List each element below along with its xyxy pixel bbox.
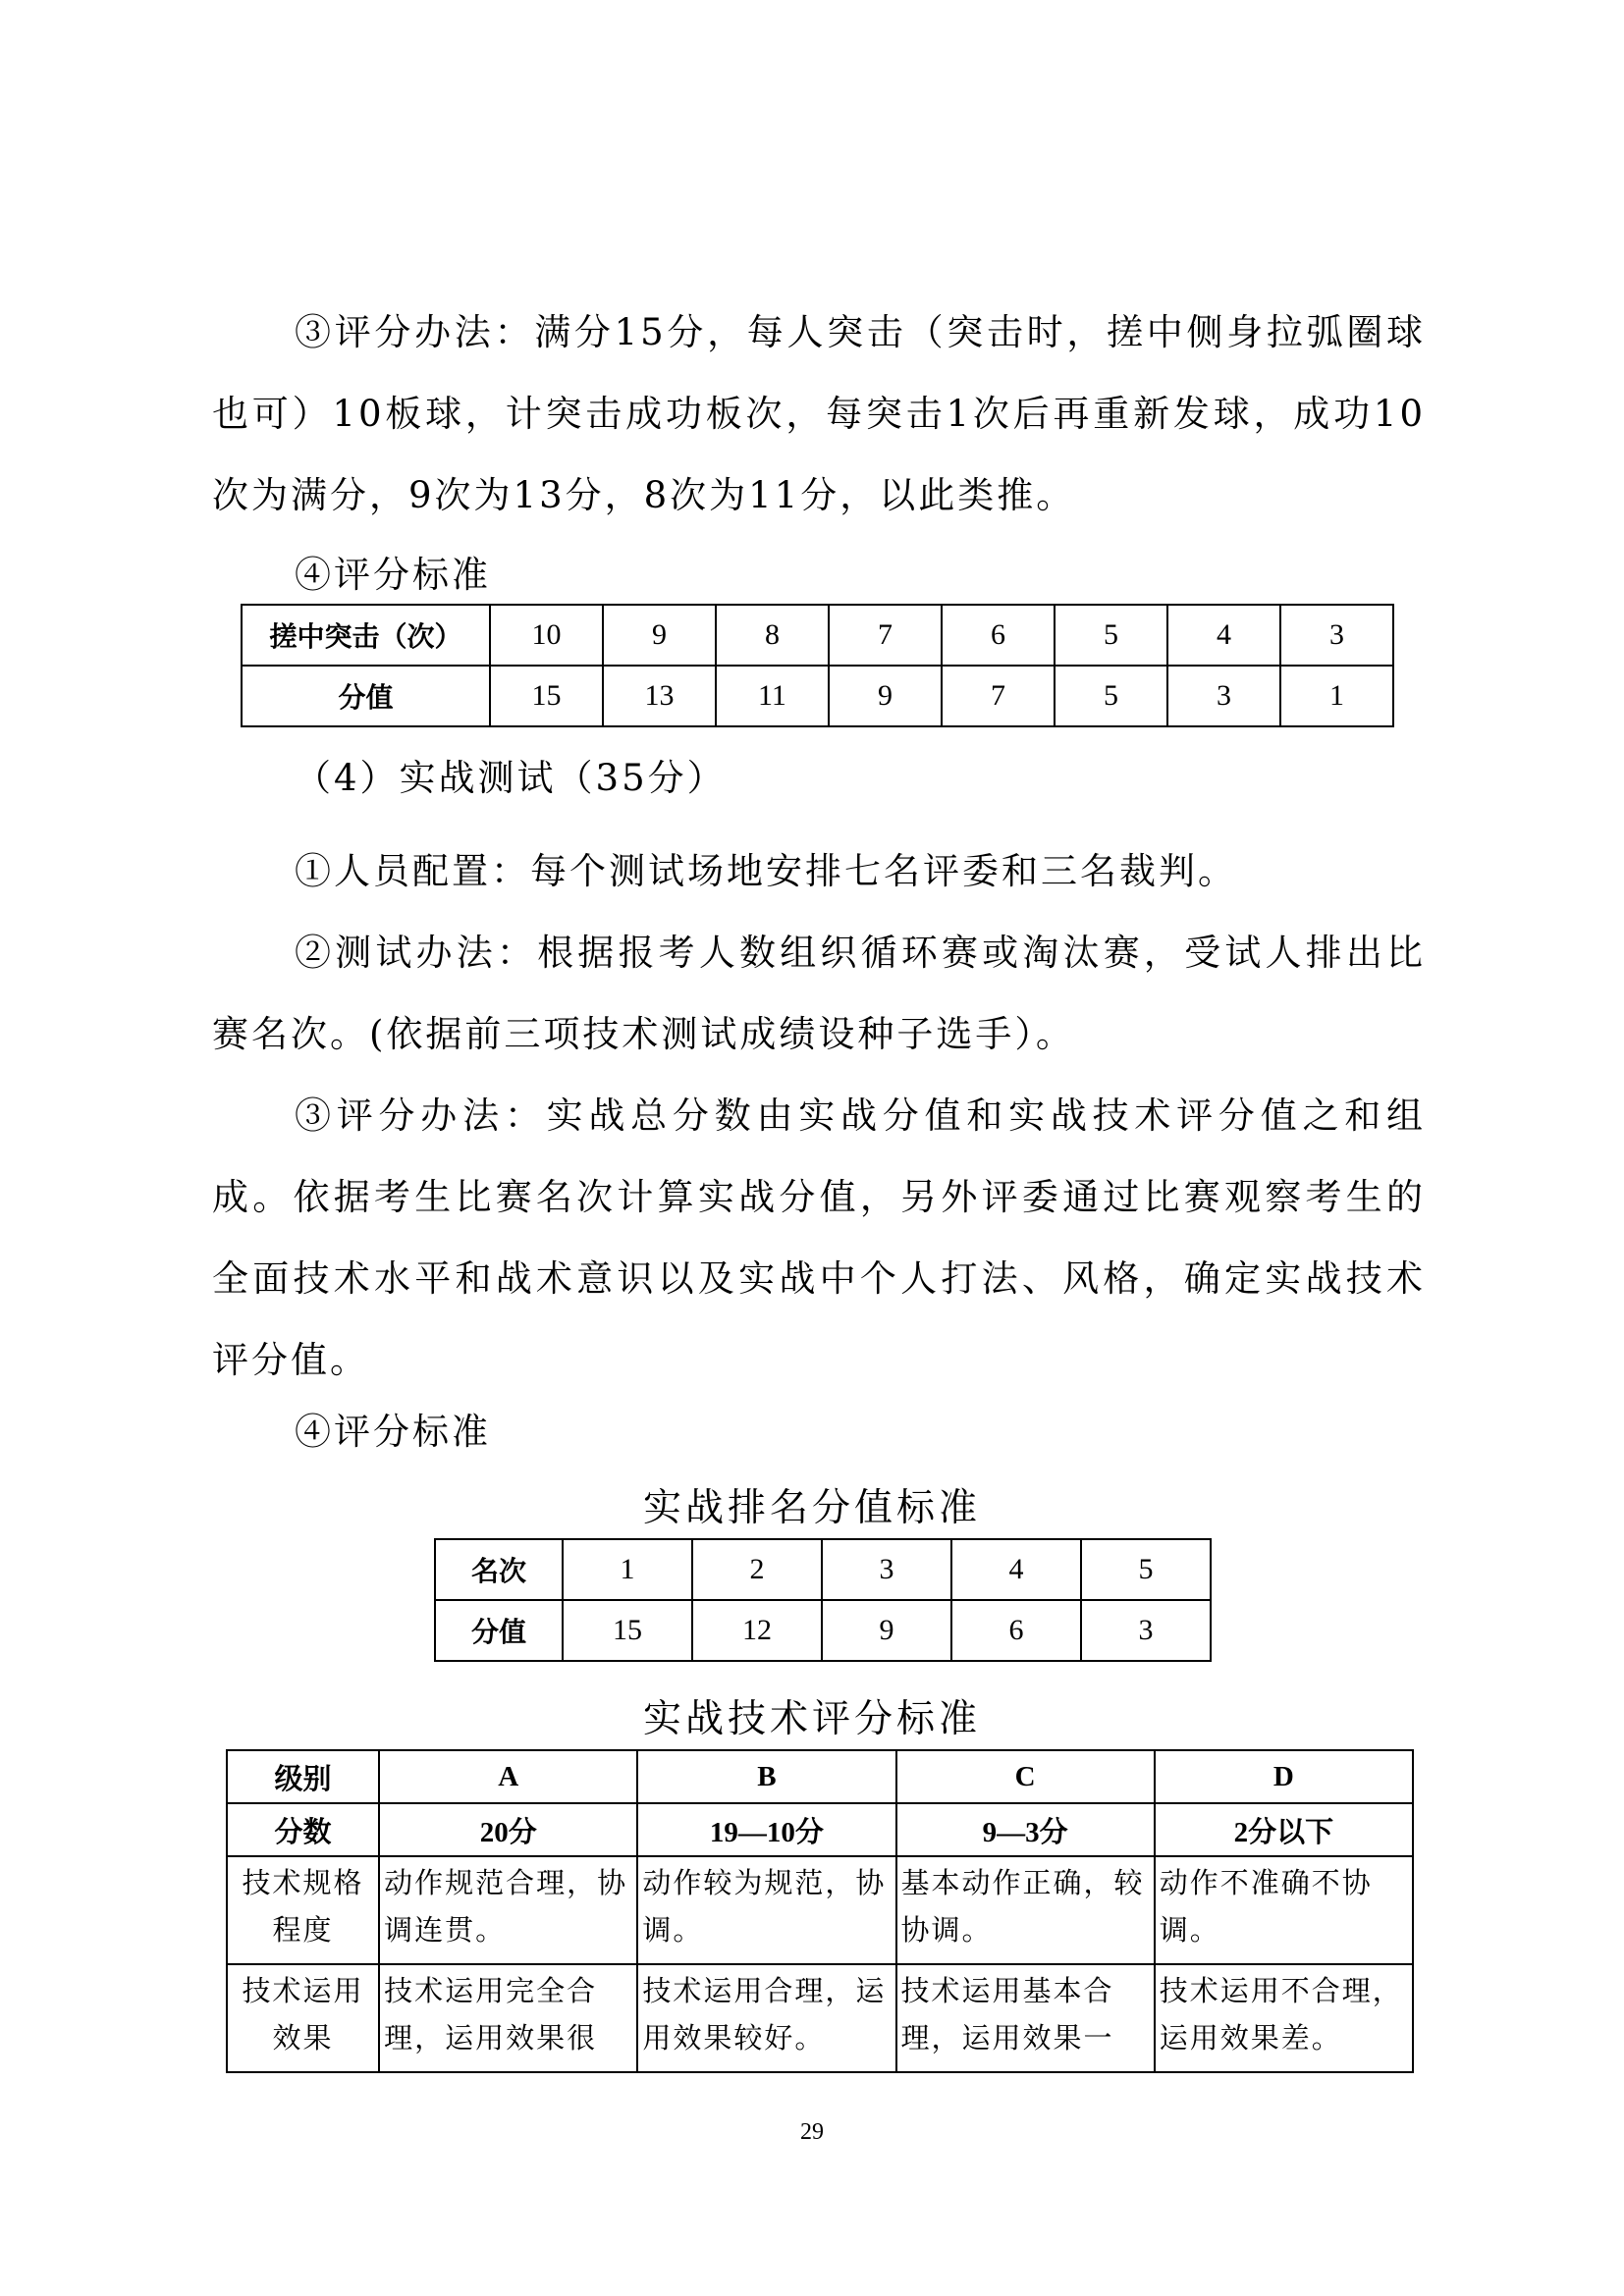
cell-text: 技术运用不合理，运用效果差。 — [1159, 1974, 1403, 2055]
table-row — [242, 666, 1393, 726]
table-cell — [379, 1964, 637, 2072]
cell-text: 技术运用合理，运用效果较好。 — [642, 1974, 887, 2055]
table-row — [227, 1803, 1413, 1856]
table-cell — [896, 1964, 1155, 2072]
table-cell — [896, 1856, 1155, 1964]
caption-ranking-table: 实战排名分值标准 — [642, 1486, 981, 1530]
table-cell: 5 — [1055, 666, 1167, 726]
row-label-score: 分值 — [435, 1600, 563, 1661]
header-level-label: 级别 — [227, 1750, 379, 1803]
row-label-rank: 名次 — [435, 1539, 563, 1600]
table-cell: 15 — [563, 1600, 692, 1661]
table-cell: 9 — [603, 605, 716, 666]
row-label-attack-count: 搓中突击（次） — [242, 605, 490, 666]
table-cell: 15 — [490, 666, 603, 726]
table-cell — [1155, 1964, 1413, 2072]
header-score-d: 2分以下 — [1155, 1803, 1413, 1856]
table-cell: 1 — [563, 1539, 692, 1600]
table-row — [227, 1856, 1413, 1964]
table-row — [242, 605, 1393, 666]
header-score-c: 9—3分 — [896, 1803, 1155, 1856]
table-cell: 3 — [1280, 605, 1393, 666]
table-cell: 9 — [822, 1600, 951, 1661]
table-cell: 9 — [829, 666, 942, 726]
paragraph-scoring-method-1: ③评分办法：满分15分，每人突击（突击时，搓中侧身拉弧圈球也可）10板球，计突击成功板次，每突击1次后再重新发球，成功10次为满分，9次为13分，8次为11分，以此类推。 — [212, 311, 1426, 516]
table-cell: 5 — [1081, 1539, 1211, 1600]
table-cell: 3 — [822, 1539, 951, 1600]
cell-text: 技术运用完全合理，运用效果很 — [384, 1974, 598, 2055]
table-row — [435, 1539, 1211, 1600]
row-label-technique-application — [227, 1964, 379, 2072]
caption-technique-table: 实战技术评分标准 — [642, 1697, 981, 1741]
table-cell: 3 — [1081, 1600, 1211, 1661]
table-cell — [637, 1964, 895, 2072]
table-cell: 13 — [603, 666, 716, 726]
table-cell: 11 — [716, 666, 829, 726]
table-cell: 6 — [951, 1600, 1081, 1661]
header-score-b: 19—10分 — [637, 1803, 895, 1856]
table-cell — [379, 1856, 637, 1964]
table-cell — [1155, 1856, 1413, 1964]
table-row — [227, 1964, 1413, 2072]
table-cell — [637, 1856, 895, 1964]
table-rub-attack-scores — [241, 604, 1394, 727]
table-cell: 5 — [1055, 605, 1167, 666]
table-cell: 7 — [942, 666, 1055, 726]
table-cell: 6 — [942, 605, 1055, 666]
header-score-label: 分数 — [227, 1803, 379, 1856]
table-cell: 10 — [490, 605, 603, 666]
paragraph-staffing: ①人员配置：每个测试场地安排七名评委和三名裁判。 — [295, 850, 1237, 892]
table-cell: 7 — [829, 605, 942, 666]
row-label-technique-standard — [227, 1856, 379, 1964]
header-score-a: 20分 — [379, 1803, 637, 1856]
table-cell: 4 — [1167, 605, 1280, 666]
header-level-a: A — [379, 1750, 637, 1803]
header-level-d: D — [1155, 1750, 1413, 1803]
cell-text: 基本动作正确，较协调。 — [900, 1866, 1145, 1947]
heading-scoring-standard-1: ④评分标准 — [295, 554, 491, 596]
cell-text: 动作规范合理，协调连贯。 — [384, 1866, 628, 1947]
paragraph-scoring-method-2: ③评分办法：实战总分数由实战分值和实战技术评分值之和组成。依据考生比赛名次计算实战分值，另外评委通过比赛观察考生的全面技术水平和战术意识以及实战中个人打法、风格，确定实战技术评分值。 — [212, 1095, 1426, 1381]
table-row — [435, 1600, 1211, 1661]
cell-text: 技术规格程度 — [242, 1866, 364, 1947]
cell-text: 动作较为规范，协调。 — [642, 1866, 887, 1947]
paragraph-test-method: ②测试办法：根据报考人数组织循环赛或淘汰赛，受试人排出比赛名次。(依据前三项技术测试成绩设种子选手）。 — [212, 932, 1426, 1055]
section-heading-match-test: （4）实战测试（35分） — [295, 757, 727, 799]
heading-scoring-standard-2: ④评分标准 — [295, 1411, 491, 1453]
table-cell: 3 — [1167, 666, 1280, 726]
table-technique-scores — [226, 1749, 1414, 2073]
page-number: 29 — [800, 2119, 824, 2145]
row-label-score: 分值 — [242, 666, 490, 726]
header-level-b: B — [637, 1750, 895, 1803]
table-cell: 4 — [951, 1539, 1081, 1600]
table-cell: 12 — [692, 1600, 822, 1661]
table-ranking-scores — [434, 1538, 1212, 1662]
table-cell: 8 — [716, 605, 829, 666]
table-row — [227, 1750, 1413, 1803]
header-level-c: C — [896, 1750, 1155, 1803]
cell-text: 动作不准确不协调。 — [1159, 1866, 1373, 1947]
table-cell: 1 — [1280, 666, 1393, 726]
cell-text: 技术运用效果 — [242, 1974, 364, 2055]
cell-text: 技术运用基本合理，运用效果一 — [900, 1974, 1114, 2055]
table-cell: 2 — [692, 1539, 822, 1600]
